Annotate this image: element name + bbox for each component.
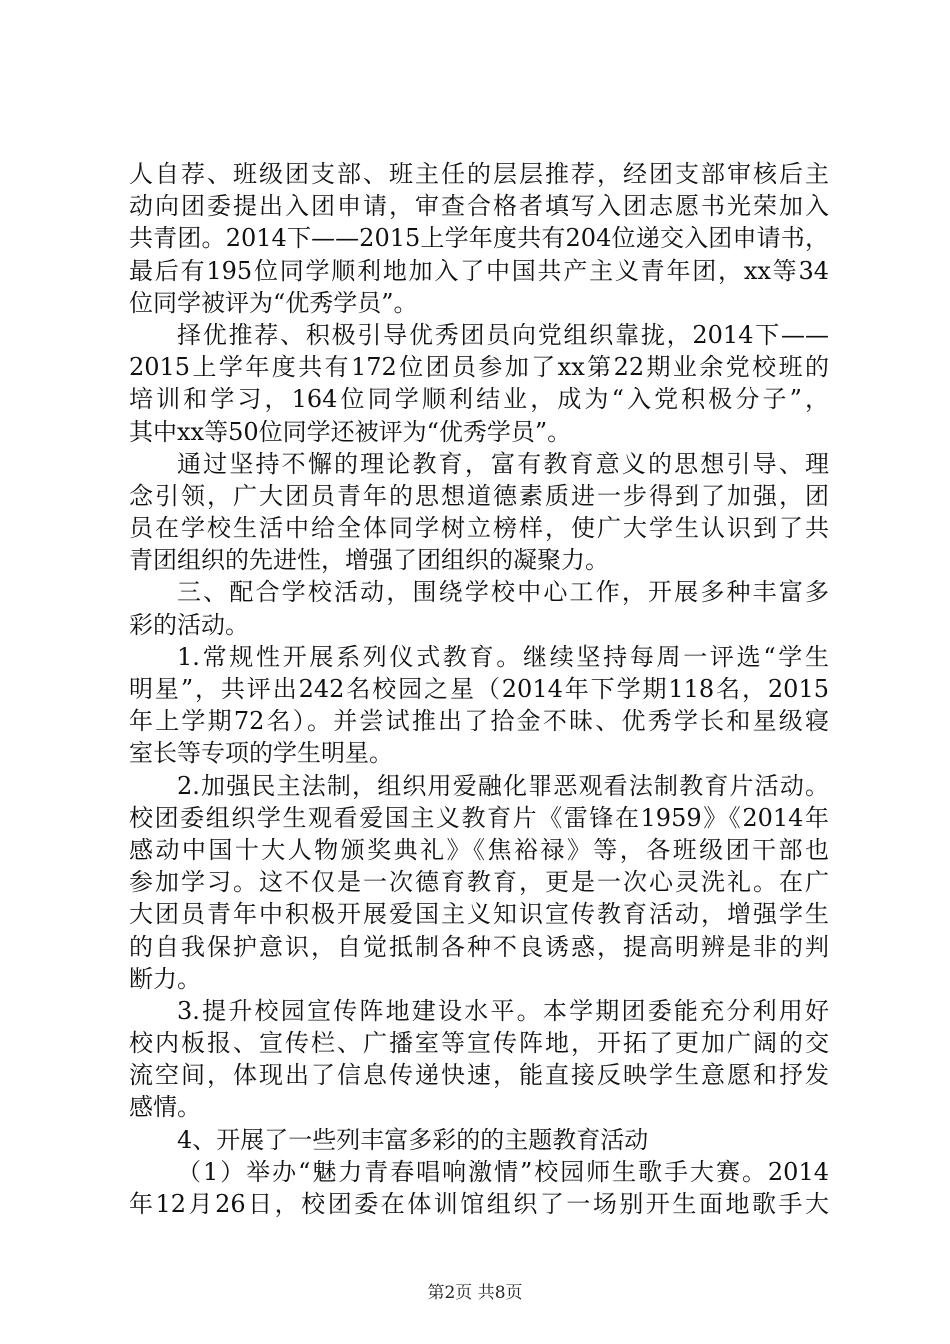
- text-line: 最后有195位同学顺利地加入了中国共产主义青年团，xx等34: [129, 256, 829, 285]
- text-line: （1）举办“魅力青春唱响激情”校园师生歌手大赛。2014: [177, 1157, 829, 1186]
- text-line: 其中xx等50位同学还被评为“优秀学员”。: [129, 417, 572, 446]
- text-line: 青团组织的先进性，增强了团组织的凝聚力。: [129, 546, 609, 575]
- text-line: 大团员青年中积极开展爱国主义知识宣传教育活动，增强学生: [129, 900, 829, 929]
- text-line: 感动中国十大人物颁奖典礼》《焦裕禄》等，各班级团干部也: [129, 835, 829, 864]
- text-line: 年上学期72名）。并尝试推出了拾金不昧、优秀学长和星级寝: [129, 707, 829, 736]
- text-line: 断力。: [129, 964, 201, 993]
- text-line: 培训和学习，164位同学顺利结业，成为“入党积极分子”，: [129, 385, 829, 414]
- text-line: 1.常规性开展系列仪式教育。继续坚持每周一评选“学生: [177, 642, 829, 671]
- text-line: 年12月26日，校团委在体训馆组织了一场别开生面地歌手大: [129, 1190, 829, 1218]
- text-line: 校内板报、宣传栏、广播室等宣传阵地，开拓了更加广阔的交: [129, 1029, 829, 1058]
- text-line: 三、配合学校活动，围绕学校中心工作，开展多种丰富多: [177, 578, 829, 607]
- text-line: 位同学被评为“优秀学员”。: [129, 288, 418, 317]
- text-line: 参加学习。这不仅是一次德育教育，更是一次心灵洗礼。在广: [129, 868, 829, 897]
- text-line: 念引领，广大团员青年的思想道德素质进一步得到了加强，团: [129, 481, 829, 510]
- text-line: 通过坚持不懈的理论教育，富有教育意义的思想引导、理: [177, 449, 829, 478]
- text-line: 的自我保护意识，自觉抵制各种不良诱惑，提高明辨是非的判: [129, 932, 829, 961]
- text-line: 共青团。2014下——2015上学年度共有204位递交入团申请书，: [129, 224, 829, 253]
- text-line: 人自荐、班级团支部、班主任的层层推荐，经团支部审核后主: [129, 160, 829, 188]
- text-line: 感情。: [129, 1093, 201, 1122]
- text-line: 3.提升校园宣传阵地建设水平。本学期团委能充分利用好: [177, 996, 829, 1025]
- text-line: 明星”，共评出242名校园之星（2014年下学期118名，2015: [129, 675, 829, 703]
- text-line: 动向团委提出入团申请，审查合格者填写入团志愿书光荣加入: [129, 192, 829, 221]
- document-body: [129, 158, 829, 1220]
- page-number-footer: 第2页 共8页: [427, 1283, 523, 1303]
- text-line: 4、开展了一些列丰富多彩的的主题教育活动: [177, 1125, 649, 1154]
- text-line: 2.加强民主法制，组织用爱融化罪恶观看法制教育片活动。: [177, 771, 829, 800]
- text-line: 校团委组织学生观看爱国主义教育片《雷锋在1959》《2014年: [129, 803, 829, 832]
- text-line: 择优推荐、积极引导优秀团员向党组织靠拢，2014下——: [177, 320, 829, 349]
- text-line: 流空间，体现出了信息传递快速，能直接反映学生意愿和抒发: [129, 1061, 829, 1090]
- text-line: 室长等专项的学生明星。: [129, 739, 393, 768]
- text-line: 员在学校生活中给全体同学树立榜样，使广大学生认识到了共: [129, 514, 829, 543]
- text-line: 彩的活动。: [129, 610, 249, 639]
- text-line: 2015上学年度共有172位团员参加了xx第22期业余党校班的: [129, 353, 829, 382]
